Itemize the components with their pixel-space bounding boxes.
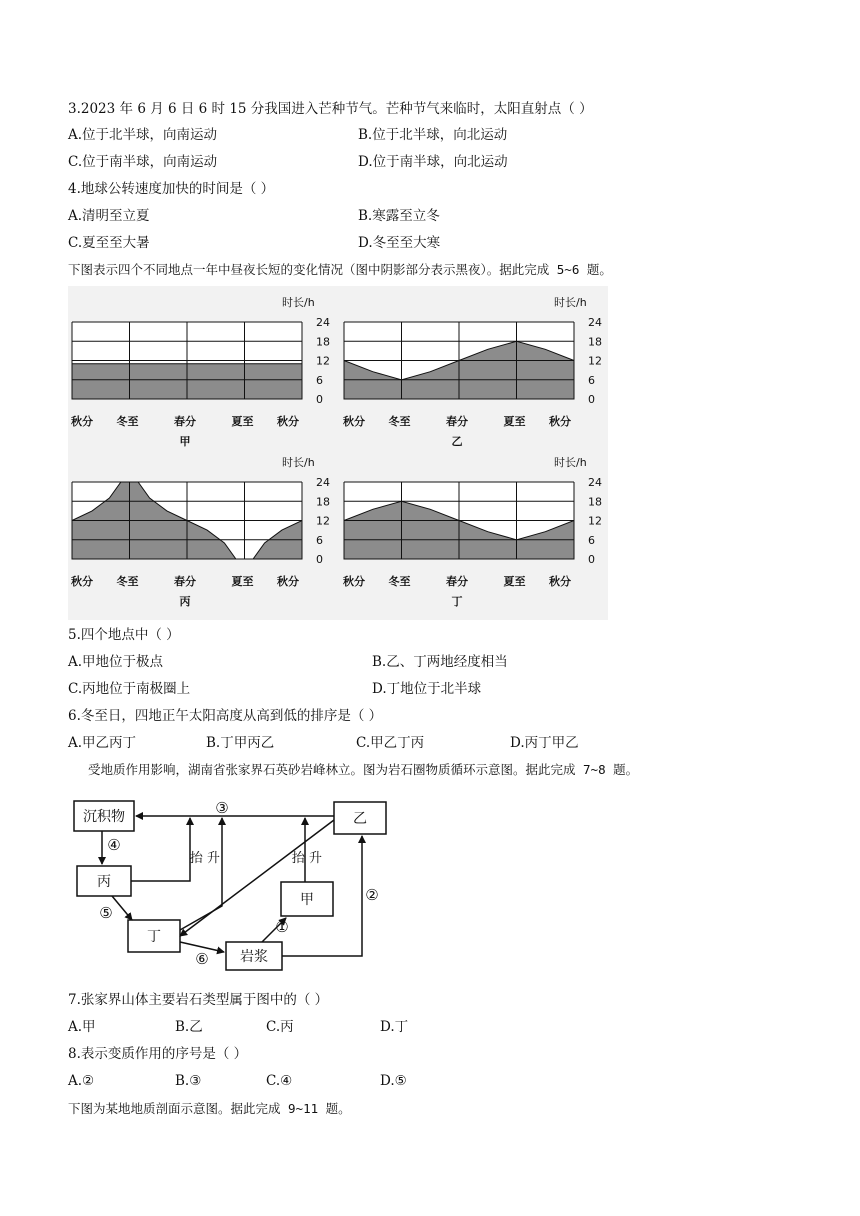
q8-option-a[interactable]: A.② [68,1073,95,1089]
chart-1-name: 乙 [451,435,463,448]
chart-1-xtick: 秋分 [549,415,571,428]
q6-stem: 6.冬至日，四地正午太阳高度从高到低的排序是（ ） [68,708,383,724]
q7-option-d[interactable]: D.丁 [380,1019,409,1035]
chart-0-xtick: 冬至 [116,415,139,428]
q7-option-a[interactable]: A.甲 [68,1019,96,1035]
label-3: ③ [215,799,229,817]
chart-1-ytick: 12 [588,354,602,368]
q6-option-b[interactable]: B.丁甲丙乙 [206,735,275,751]
chart-3-name: 丁 [451,595,463,608]
arrow-bing-uplift [131,818,190,881]
chart-0-xtick: 夏至 [231,415,254,428]
chart-3-ytick: 12 [588,514,602,528]
q5-option-b[interactable]: B.乙、丁两地经度相当 [372,654,508,670]
q6-option-a[interactable]: A.甲乙丙丁 [68,735,137,751]
chart-0-xtick: 秋分 [277,415,299,428]
label-jia: 甲 [300,892,314,908]
arrow-ding-uplift [180,818,222,930]
chart-3-xtick: 秋分 [549,575,571,588]
chart-3-xtick: 冬至 [388,575,411,588]
day-night-figure [68,286,608,620]
rock-cycle-diagram [72,796,402,972]
chart-3-ylabel: 时长/h [554,456,587,469]
chart-0-ytick: 24 [316,316,330,329]
q7-option-c[interactable]: C.丙 [266,1019,294,1035]
q4-option-a[interactable]: A.清明至立夏 [68,208,150,224]
label-5: ⑤ [99,904,113,922]
q4-option-c[interactable]: C.夏至至大暑 [68,235,150,251]
label-uplift-1: 抬 升 [189,851,221,866]
chart-0-xtick: 秋分 [71,415,93,428]
q5-option-c[interactable]: C.丙地位于南极圈上 [68,681,191,697]
chart-2-xtick: 秋分 [71,575,93,588]
q6-option-d[interactable]: D.丙丁甲乙 [510,735,579,751]
q3-option-d[interactable]: D.位于南半球，向北运动 [358,154,508,170]
chart-2-ytick: 6 [316,533,323,547]
q7-stem: 7.张家界山体主要岩石类型属于图中的（ ） [68,992,329,1008]
chart-0-ylabel: 时长/h [282,296,315,309]
label-uplift-2: 抬 升 [291,851,323,866]
chart-1-xtick: 秋分 [343,415,365,428]
chart-0-xtick: 春分 [174,415,196,428]
q5-option-a[interactable]: A.甲地位于极点 [68,654,164,670]
label-6: ⑥ [195,950,209,968]
chart-3-ytick: 18 [588,495,602,509]
intro-9-11: 下图为某地地质剖面示意图。据此完成 9~11 题。 [68,1101,351,1116]
chart-0-ytick: 12 [316,354,330,368]
arrow-5 [112,896,132,920]
q3-stem: 3.2023 年 6 月 6 日 6 时 15 分我国进入芒种节气。芒种节气来临时，太阳直射点（ ） [68,101,593,117]
chart-2-ylabel: 时长/h [282,456,315,469]
chart-0-ytick: 18 [316,335,330,349]
q8-option-b[interactable]: B.③ [175,1073,202,1089]
q8-option-d[interactable]: D.⑤ [380,1073,407,1089]
chart-3-ytick: 6 [588,533,595,547]
label-ding: 丁 [147,929,161,945]
label-magma: 岩浆 [240,949,268,965]
chart-2-xtick: 夏至 [231,575,254,588]
q5-option-d[interactable]: D.丁地位于北半球 [372,681,482,697]
chart-2-ytick: 12 [316,514,330,528]
chart-1-xtick: 冬至 [388,415,411,428]
label-yi: 乙 [353,811,367,827]
q7-option-b[interactable]: B.乙 [175,1019,203,1035]
q5-stem: 5.四个地点中（ ） [68,627,180,643]
chart-2-xtick: 春分 [174,575,196,588]
q6-option-c[interactable]: C.甲乙丁丙 [356,735,425,751]
label-sediment: 沉积物 [83,809,125,825]
chart-2-name: 丙 [179,595,191,608]
chart-3-xtick: 春分 [446,575,468,588]
chart-1-ytick: 18 [588,335,602,349]
chart-1-ytick: 24 [588,316,602,329]
q3-option-b[interactable]: B.位于北半球，向北运动 [358,127,508,143]
chart-2-ytick: 0 [316,553,323,566]
chart-3-xtick: 夏至 [503,575,526,588]
q8-stem: 8.表示变质作用的序号是（ ） [68,1046,248,1062]
q3-option-a[interactable]: A.位于北半球，向南运动 [68,127,218,143]
intro-5-6: 下图表示四个不同地点一年中昼夜长短的变化情况（图中阴影部分表示黑夜）。据此完成 5~6 题。 [68,262,612,277]
arrow-yi-to-ding [180,820,334,936]
chart-1-xtick: 春分 [446,415,468,428]
chart-2-ytick: 18 [316,495,330,509]
chart-2-ytick: 24 [316,476,330,489]
chart-1-ytick: 6 [588,373,595,387]
label-1: ① [275,918,289,936]
chart-0-ytick: 6 [316,373,323,387]
intro-7-8: 受地质作用影响，湖南省张家界石英砂岩峰林立。图为岩石圈物质循环示意图。据此完成 7~8 题。 [88,762,639,777]
chart-2-xtick: 秋分 [277,575,299,588]
chart-3-ytick: 24 [588,476,602,489]
chart-3-ytick: 0 [588,553,595,566]
chart-1-ytick: 0 [588,393,595,406]
label-2: ② [365,886,379,904]
day-night-charts [68,286,608,620]
q4-stem: 4.地球公转速度加快的时间是（ ） [68,181,275,197]
label-bing: 丙 [97,874,111,890]
q4-option-d[interactable]: D.冬至至大寒 [358,235,441,251]
chart-1-xtick: 夏至 [503,415,526,428]
chart-0-name: 甲 [179,435,191,448]
chart-1-ylabel: 时长/h [554,296,587,309]
q4-option-b[interactable]: B.寒露至立冬 [358,208,440,224]
q8-option-c[interactable]: C.④ [266,1073,293,1089]
chart-3-xtick: 秋分 [343,575,365,588]
chart-0-ytick: 0 [316,393,323,406]
q3-option-c[interactable]: C.位于南半球，向南运动 [68,154,218,170]
label-4: ④ [107,836,121,854]
chart-2-xtick: 冬至 [116,575,139,588]
